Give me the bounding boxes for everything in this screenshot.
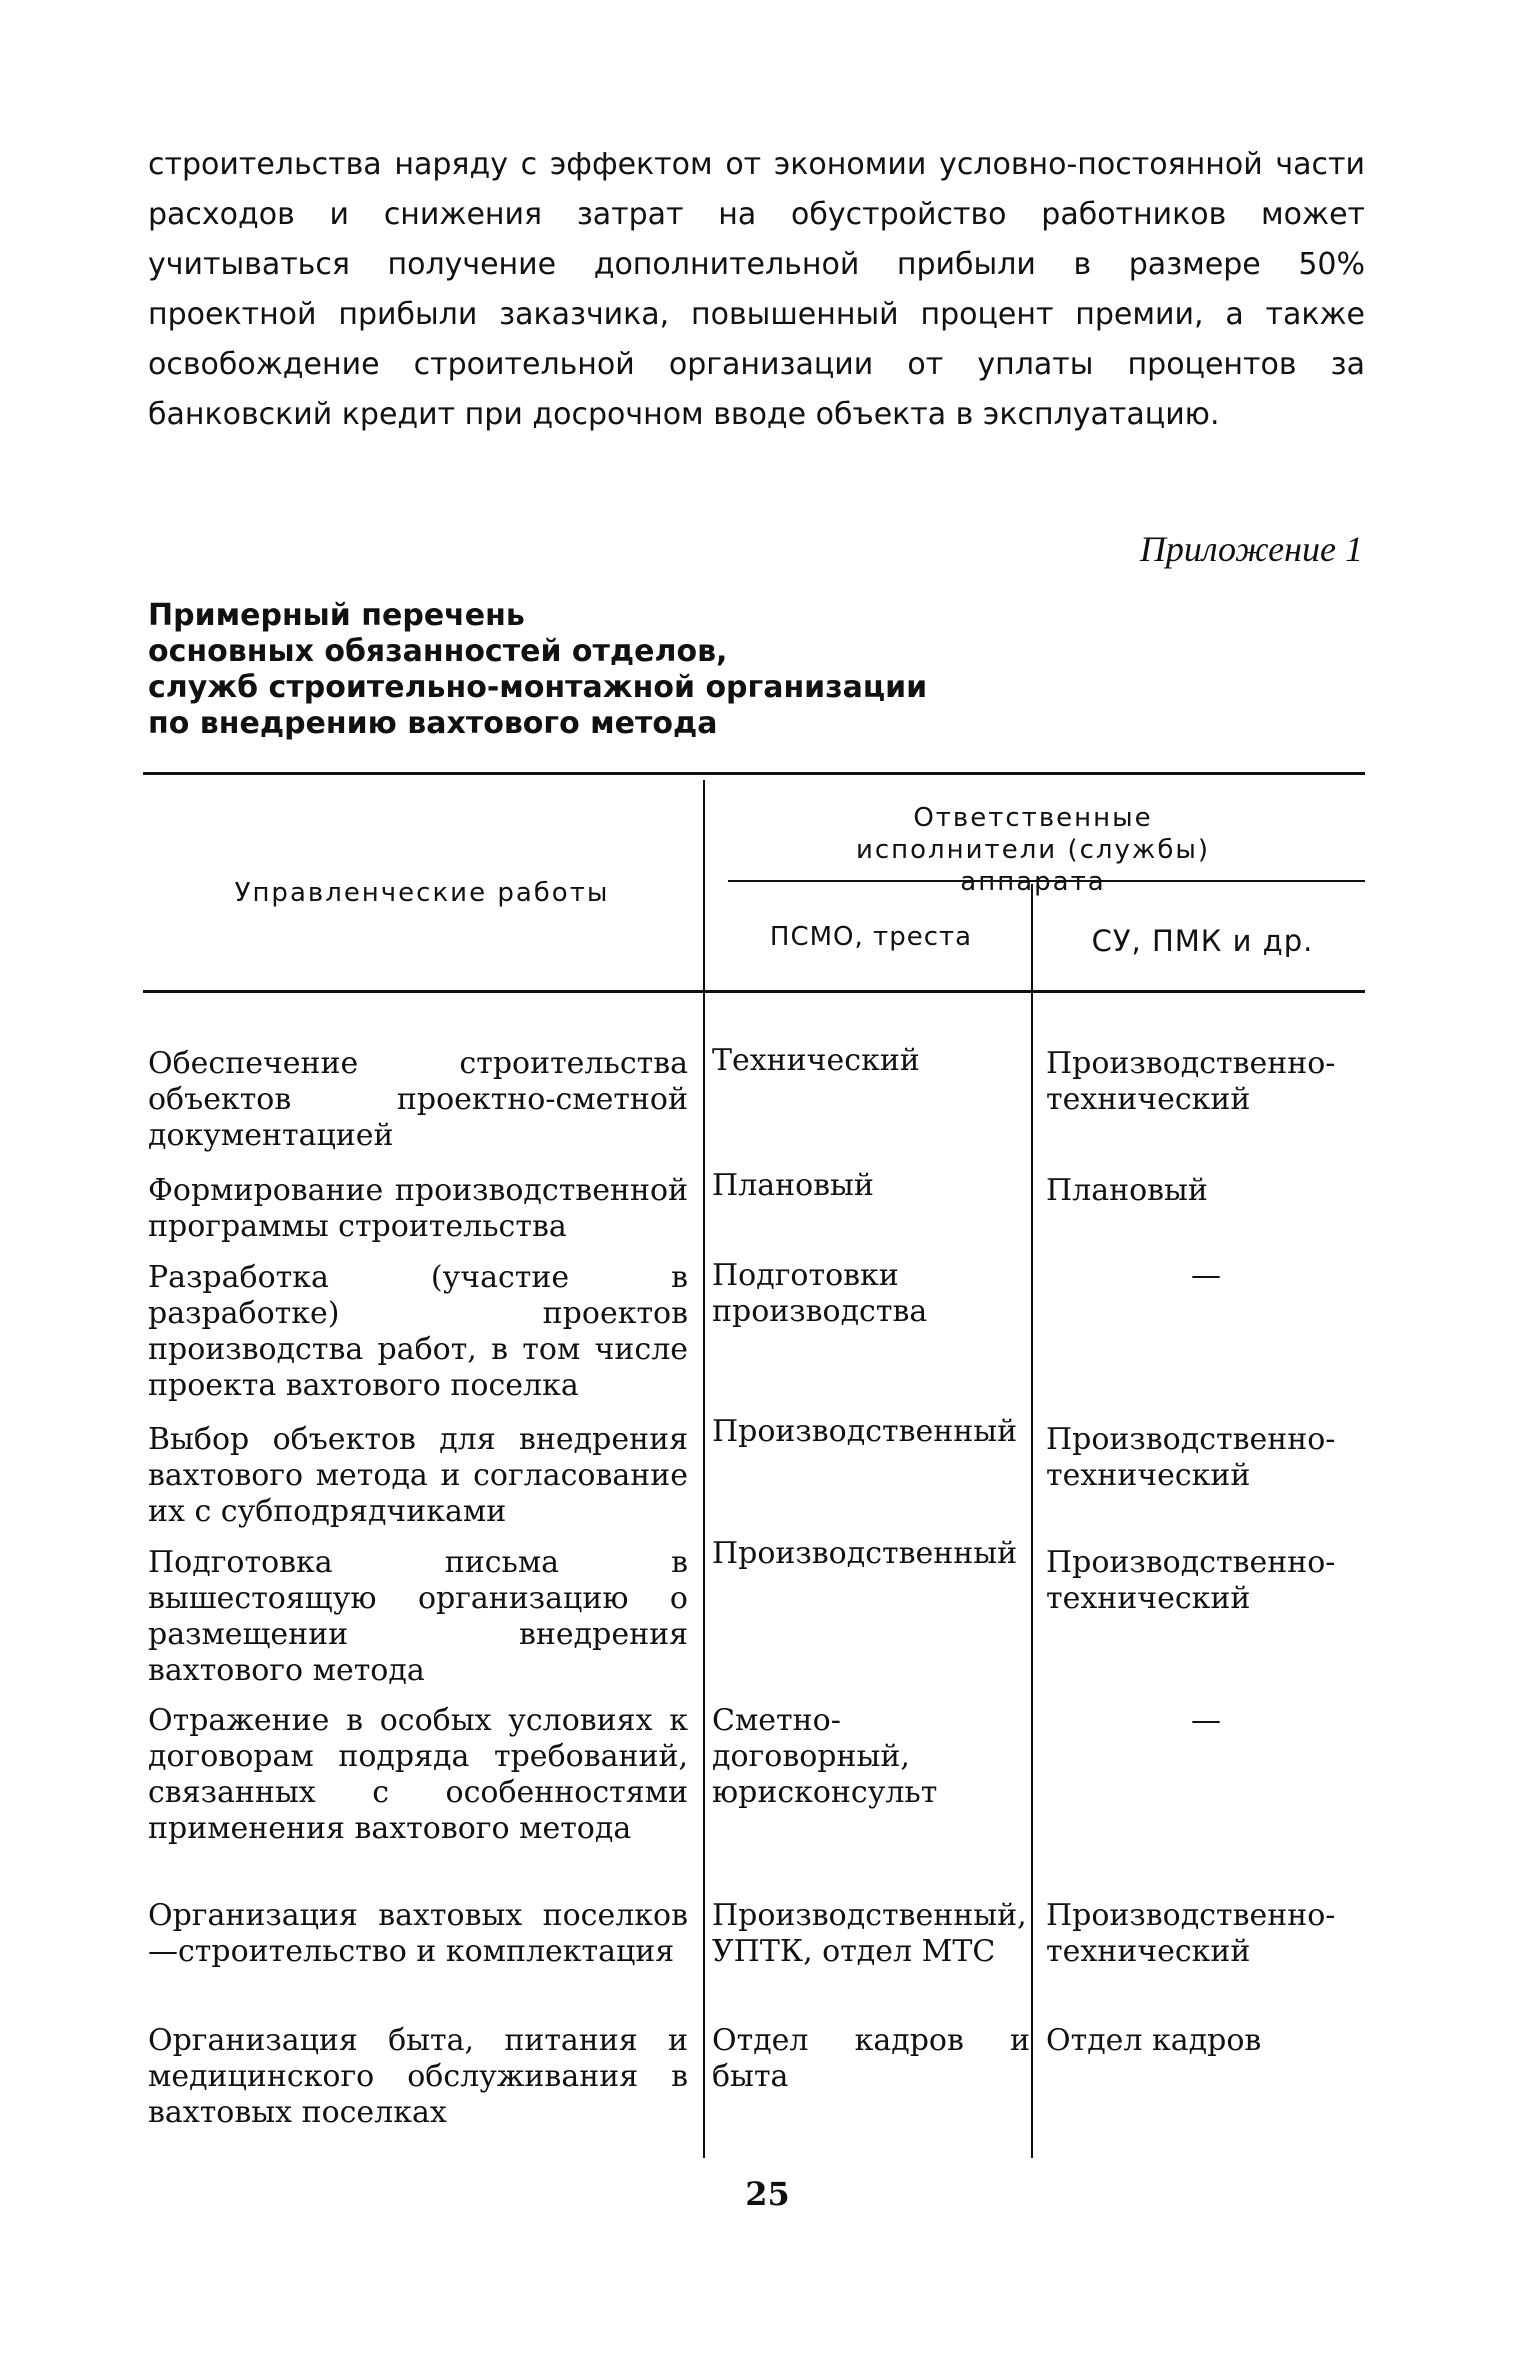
table-row-work: Разработка (участие в разработке) проектов производства работ, в том числе проекта вахтового поселка bbox=[148, 1260, 688, 1403]
intro-paragraph: строительства наряду с эффектом от экономии условно-постоянной части расходов и снижения затрат на обустройство работников может учитываться получение дополнительной прибыли в размере 50% проектной прибыли заказчика, повышенный процент премии, а также освобождение строительной организации от уплаты процентов за банковский кредит при досрочном вводе объекта в эксплуатацию. bbox=[148, 147, 1365, 432]
table-row-work: Подготовка письма в вышестоящую организацию о размещении внедрения вахтового метода bbox=[148, 1545, 688, 1688]
table-row-su: Производственно-технический bbox=[1046, 1422, 1336, 1493]
heading-line: по внедрению вахтового метода bbox=[148, 706, 718, 741]
header-bottom-rule bbox=[143, 990, 1365, 993]
table-row-su: Производственно-технический bbox=[1046, 1046, 1336, 1117]
table-row-work: Организация быта, питания и медицинского обслуживания в вахтовых поселках bbox=[148, 2023, 688, 2130]
column-header-work: Управленческие работы bbox=[234, 878, 610, 908]
column-header-su: СУ, ПМК и др. bbox=[1091, 924, 1314, 958]
table-row-trust: Сметно-договорный, юрисконсульт bbox=[712, 1703, 938, 1810]
column-divider-2 bbox=[1031, 884, 1033, 2158]
table-row-su: Отдел кадров bbox=[1046, 2023, 1262, 2058]
table-row-work: Обеспечение строительства объектов проектно-сметной документацией bbox=[148, 1046, 688, 1153]
page-number: 25 bbox=[745, 2175, 790, 2213]
table-row-trust: Производственный, УПТК, отдел МТС bbox=[712, 1898, 1027, 1969]
table-row-work: Отражение в особых условиях к договорам подряда требований, связанных с особенностями применения вахтового метода bbox=[148, 1703, 688, 1846]
column-divider-1 bbox=[703, 780, 705, 2158]
table-row-su: Плановый bbox=[1046, 1173, 1208, 1208]
table-row-su: Производственно-технический bbox=[1046, 1545, 1336, 1616]
heading-line: служб строительно-монтажной организации bbox=[148, 670, 928, 705]
column-header-trust: ПСМО, треста bbox=[769, 922, 973, 952]
table-row-work: Формирование производственной программы строительства bbox=[148, 1173, 688, 1244]
heading-line: основных обязанностей отделов, bbox=[148, 634, 728, 669]
table-row-su: Производственно-технический bbox=[1046, 1898, 1336, 1969]
table-row-work: Организация вахтовых поселков—строительство и комплектация bbox=[148, 1898, 688, 1969]
table-row-trust: Производственный bbox=[712, 1414, 1018, 1449]
table-top-rule bbox=[143, 772, 1365, 775]
table-row-trust: Плановый bbox=[712, 1168, 874, 1203]
table-row-su: — bbox=[1191, 1258, 1221, 1293]
appendix-label: Приложение 1 bbox=[1139, 529, 1363, 569]
table-row-trust: Производственный bbox=[712, 1536, 1018, 1571]
table-row-trust: Отдел кадров и быта bbox=[712, 2023, 1030, 2094]
heading-line: Примерный перечень bbox=[148, 598, 525, 633]
table-row-trust: Подготовки производства bbox=[712, 1258, 928, 1329]
table-row-work: Выбор объектов для внедрения вахтового метода и согласование их с субподрядчиками bbox=[148, 1422, 688, 1529]
table-row-su: — bbox=[1191, 1703, 1221, 1738]
group-header-executors: Ответственные исполнители (службы) аппарата bbox=[855, 803, 1211, 897]
document-heading bbox=[148, 598, 1048, 742]
table-row-trust: Технический bbox=[712, 1043, 920, 1078]
